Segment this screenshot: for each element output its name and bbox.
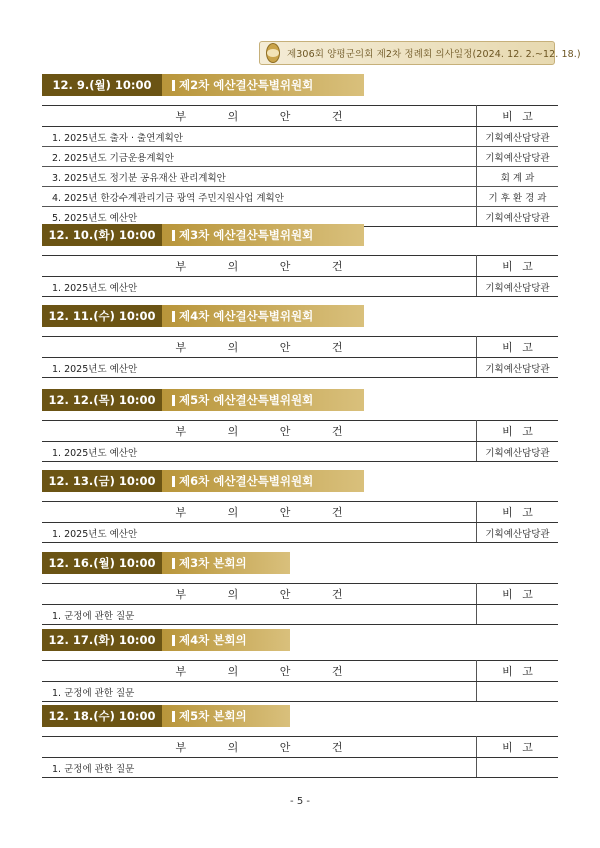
note-column-header: 비 고 [477, 337, 559, 358]
session-date: 12. 10.(화) 10:00 [42, 224, 162, 246]
table-row [42, 127, 558, 147]
note-column-header: 비 고 [477, 584, 559, 605]
agenda-item: 3. 2025년도 정기분 공유재산 관리계획안 [42, 167, 477, 187]
agenda-column-header: 부 의 안 건 [42, 337, 477, 358]
agenda-note: 기획예산담당관 [477, 127, 559, 147]
note-column-header: 비 고 [477, 502, 559, 523]
agenda-item: 4. 2025년 한강수계관리기금 광역 주민지원사업 계획안 [42, 187, 477, 207]
session-section [42, 705, 558, 778]
table-row [42, 442, 558, 462]
agenda-note: 기획예산담당관 [477, 207, 559, 227]
table-row [42, 187, 558, 207]
agenda-table [42, 736, 558, 778]
session-title: 제6차 예산결산특별위원회 [162, 470, 364, 492]
session-date: 12. 16.(월) 10:00 [42, 552, 162, 574]
session-banner [42, 74, 558, 96]
session-title: 제3차 본회의 [162, 552, 290, 574]
agenda-table [42, 336, 558, 378]
agenda-note: 기획예산담당관 [477, 358, 559, 378]
session-banner [42, 470, 558, 492]
table-row [42, 682, 558, 702]
agenda-item: 1. 군정에 관한 질문 [42, 682, 477, 702]
council-seal-icon [266, 43, 280, 63]
session-date: 12. 13.(금) 10:00 [42, 470, 162, 492]
agenda-column-header: 부 의 안 건 [42, 737, 477, 758]
agenda-note: 기획예산담당관 [477, 277, 559, 297]
table-row [42, 758, 558, 778]
agenda-item: 5. 2025년도 예산안 [42, 207, 477, 227]
session-banner [42, 705, 558, 727]
session-date: 12. 9.(월) 10:00 [42, 74, 162, 96]
agenda-table [42, 583, 558, 625]
agenda-note [477, 758, 559, 778]
agenda-table [42, 660, 558, 702]
note-column-header: 비 고 [477, 106, 559, 127]
session-banner [42, 224, 558, 246]
agenda-column-header: 부 의 안 건 [42, 584, 477, 605]
agenda-column-header: 부 의 안 건 [42, 502, 477, 523]
agenda-column-header: 부 의 안 건 [42, 661, 477, 682]
note-column-header: 비 고 [477, 737, 559, 758]
table-row [42, 277, 558, 297]
session-title: 제5차 예산결산특별위원회 [162, 389, 364, 411]
session-banner [42, 389, 558, 411]
agenda-note: 회 계 과 [477, 167, 559, 187]
table-row [42, 147, 558, 167]
note-column-header: 비 고 [477, 661, 559, 682]
table-row [42, 605, 558, 625]
agenda-table [42, 255, 558, 297]
session-section [42, 629, 558, 702]
agenda-note: 기획예산담당관 [477, 523, 559, 543]
session-section [42, 389, 558, 462]
agenda-note: 기획예산담당관 [477, 442, 559, 462]
session-date: 12. 18.(수) 10:00 [42, 705, 162, 727]
table-row [42, 358, 558, 378]
session-section [42, 552, 558, 625]
session-section [42, 224, 558, 297]
session-title: 제5차 본회의 [162, 705, 290, 727]
session-title: 제3차 예산결산특별위원회 [162, 224, 364, 246]
agenda-item: 1. 군정에 관한 질문 [42, 758, 477, 778]
table-row [42, 167, 558, 187]
agenda-column-header: 부 의 안 건 [42, 106, 477, 127]
agenda-note: 기획예산담당관 [477, 147, 559, 167]
agenda-table [42, 501, 558, 543]
agenda-item: 1. 2025년도 예산안 [42, 277, 477, 297]
session-banner [42, 552, 558, 574]
agenda-item: 1. 2025년도 예산안 [42, 358, 477, 378]
session-section [42, 470, 558, 543]
agenda-note [477, 682, 559, 702]
note-column-header: 비 고 [477, 421, 559, 442]
session-banner [42, 629, 558, 651]
agenda-column-header: 부 의 안 건 [42, 256, 477, 277]
note-column-header: 비 고 [477, 256, 559, 277]
agenda-item: 1. 2025년도 예산안 [42, 442, 477, 462]
session-section [42, 74, 558, 227]
agenda-table [42, 105, 558, 227]
agenda-item: 2. 2025년도 기금운용계획안 [42, 147, 477, 167]
agenda-note [477, 605, 559, 625]
session-title: 제4차 예산결산특별위원회 [162, 305, 364, 327]
agenda-item: 1. 군정에 관한 질문 [42, 605, 477, 625]
session-date: 12. 17.(화) 10:00 [42, 629, 162, 651]
session-date: 12. 12.(목) 10:00 [42, 389, 162, 411]
session-title: 제2차 예산결산특별위원회 [162, 74, 364, 96]
session-section [42, 305, 558, 378]
agenda-item: 1. 2025년도 출자 · 출연계획안 [42, 127, 477, 147]
session-date: 12. 11.(수) 10:00 [42, 305, 162, 327]
schedule-header-tag [259, 41, 581, 65]
agenda-column-header: 부 의 안 건 [42, 421, 477, 442]
table-row [42, 523, 558, 543]
schedule-header-text: 제306회 양평군의회 제2차 정례회 의사일정(2024. 12. 2.~12. 18.) [287, 49, 581, 60]
session-banner [42, 305, 558, 327]
agenda-item: 1. 2025년도 예산안 [42, 523, 477, 543]
session-title: 제4차 본회의 [162, 629, 290, 651]
agenda-note: 기 후 환 경 과 [477, 187, 559, 207]
agenda-table [42, 420, 558, 462]
page-number: - 5 - [290, 796, 310, 807]
